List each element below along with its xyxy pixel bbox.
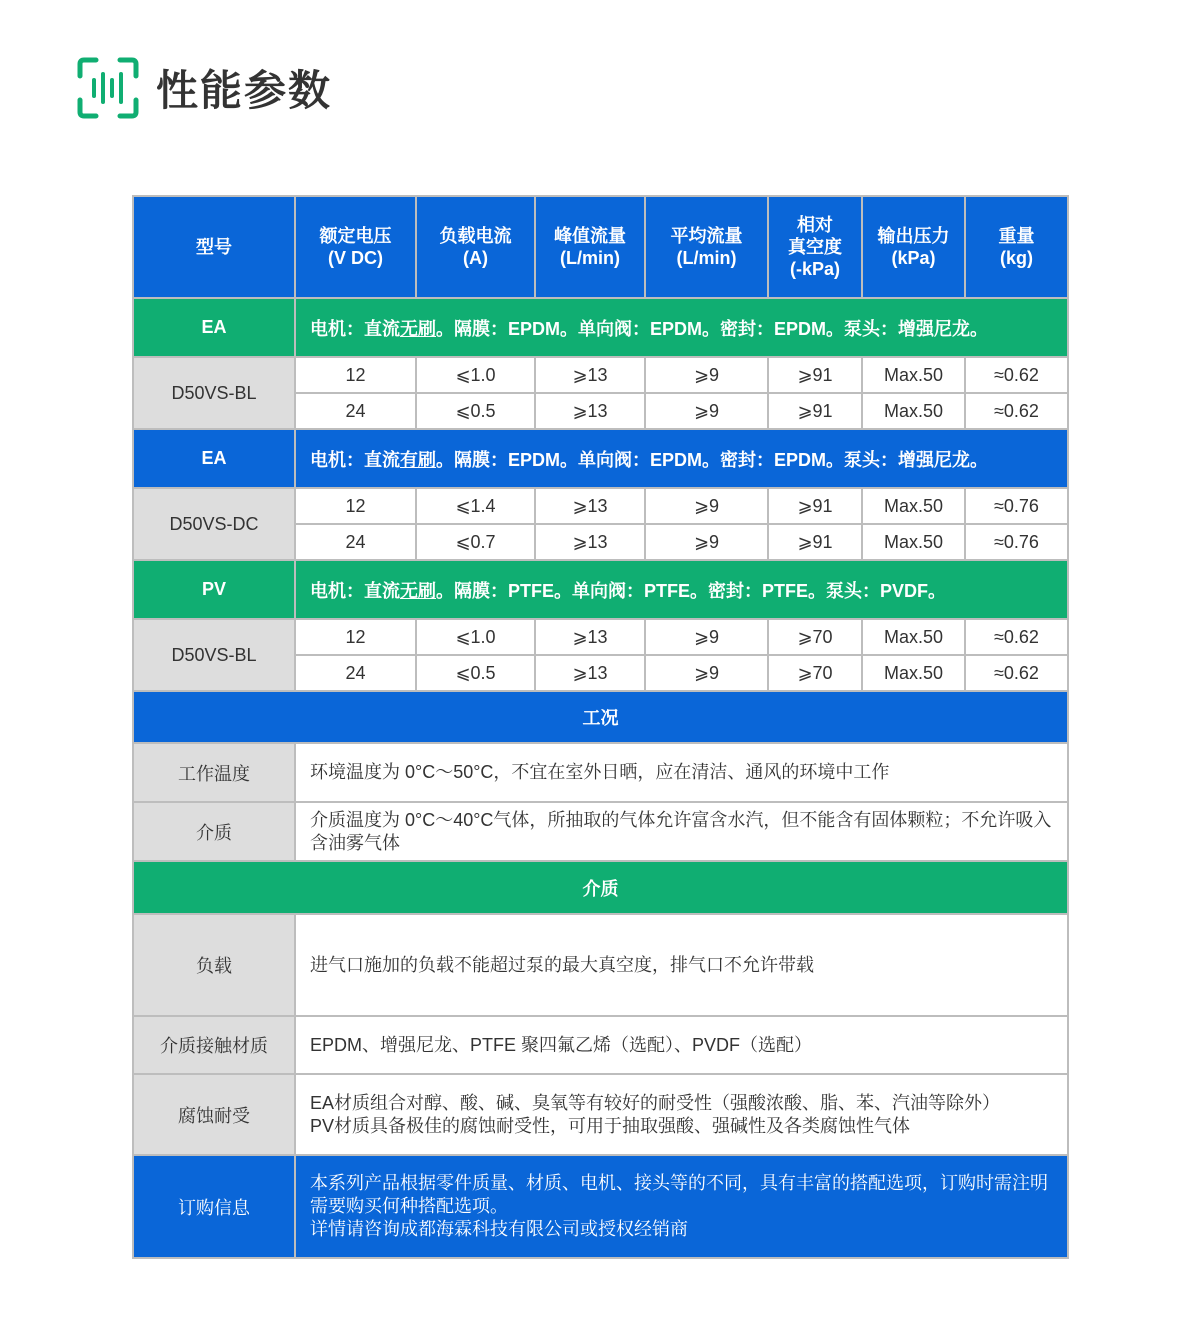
- cell-weight: ≈0.62: [965, 619, 1068, 655]
- cell-peak-flow: ⩾13: [535, 488, 645, 524]
- cell-avg-flow: ⩾9: [645, 524, 768, 560]
- cell-peak-flow: ⩾13: [535, 655, 645, 691]
- order-label: 订购信息: [133, 1155, 295, 1258]
- cell-voltage: 12: [295, 488, 416, 524]
- corrosion-label: 腐蚀耐受: [133, 1074, 295, 1155]
- load-value: 进气口施加的负载不能超过泵的最大真空度，排气口不允许带载: [295, 914, 1068, 1016]
- col-header-vacuum: 相对 真空度 (-kPa): [768, 196, 862, 298]
- cell-avg-flow: ⩾9: [645, 488, 768, 524]
- cell-peak-flow: ⩾13: [535, 393, 645, 429]
- group-desc: 电机：直流无刷。隔膜：EPDM。单向阀：EPDM。密封：EPDM。泵头：增强尼龙。: [295, 298, 1068, 357]
- medium-row: [133, 1016, 1068, 1074]
- cell-pressure: Max.50: [862, 393, 965, 429]
- cell-voltage: 12: [295, 619, 416, 655]
- cell-pressure: Max.50: [862, 524, 965, 560]
- cell-vacuum: ⩾91: [768, 488, 862, 524]
- order-row: [133, 1155, 1068, 1258]
- cell-weight: ≈0.76: [965, 524, 1068, 560]
- table-row: [133, 488, 1068, 524]
- cell-current: ⩽1.0: [416, 357, 535, 393]
- group-row: [133, 429, 1068, 488]
- cell-current: ⩽0.5: [416, 393, 535, 429]
- col-header-model: 型号: [133, 196, 295, 298]
- group-desc: 电机：直流无刷。隔膜：PTFE。单向阀：PTFE。密封：PTFE。泵头：PVDF。: [295, 560, 1068, 619]
- cell-avg-flow: ⩾9: [645, 619, 768, 655]
- medium-label: 介质: [133, 802, 295, 861]
- order-line-2: 详情请咨询成都海霖科技有限公司或授权经销商: [310, 1219, 688, 1239]
- cell-current: ⩽0.5: [416, 655, 535, 691]
- medium-value: 介质温度为 0°C～40°C气体，所抽取的气体允许富含水汽，但不能含有固体颗粒；不允许吸入含油雾气体: [295, 802, 1068, 861]
- col-header-pressure: 输出压力 (kPa): [862, 196, 965, 298]
- corrosion-value: [295, 1074, 1068, 1155]
- work-temp-value: 环境温度为 0°C～50°C，不宜在室外日晒，应在清洁、通风的环境中工作: [295, 743, 1068, 802]
- group-row: [133, 560, 1068, 619]
- cell-peak-flow: ⩾13: [535, 619, 645, 655]
- cell-voltage: 24: [295, 655, 416, 691]
- cell-pressure: Max.50: [862, 619, 965, 655]
- cell-pressure: Max.50: [862, 655, 965, 691]
- cell-avg-flow: ⩾9: [645, 655, 768, 691]
- cell-avg-flow: ⩾9: [645, 393, 768, 429]
- contact-material-value: EPDM、增强尼龙、PTFE 聚四氟乙烯（选配）、PVDF（选配）: [295, 1016, 1068, 1074]
- page-header: [76, 56, 332, 120]
- cell-vacuum: ⩾70: [768, 655, 862, 691]
- cell-current: ⩽1.0: [416, 619, 535, 655]
- col-header-avg-flow: 平均流量 (L/min): [645, 196, 768, 298]
- group-code: PV: [133, 560, 295, 619]
- spec-table: [132, 195, 1069, 1259]
- col-header-weight: 重量 (kg): [965, 196, 1068, 298]
- cell-weight: ≈0.62: [965, 655, 1068, 691]
- cell-pressure: Max.50: [862, 488, 965, 524]
- group-desc: 电机：直流有刷。隔膜：EPDM。单向阀：EPDM。密封：EPDM。泵头：增强尼龙。: [295, 429, 1068, 488]
- corrosion-line-1: EA材质组合对醇、酸、碱、臭氧等有较好的耐受性（强酸浓酸、脂、苯、汽油等除外）: [310, 1092, 1001, 1113]
- cell-current: ⩽0.7: [416, 524, 535, 560]
- cell-voltage: 12: [295, 357, 416, 393]
- cell-current: ⩽1.4: [416, 488, 535, 524]
- condition-row: [133, 802, 1068, 861]
- cell-pressure: Max.50: [862, 357, 965, 393]
- col-header-peak-flow: 峰值流量 (L/min): [535, 196, 645, 298]
- table-row: [133, 357, 1068, 393]
- page-title: 性能参数: [156, 67, 333, 114]
- cell-weight: ≈0.62: [965, 393, 1068, 429]
- barcode-scan-icon: [76, 56, 140, 120]
- work-temp-label: 工作温度: [133, 743, 295, 802]
- corrosion-line-2: PV材质具备极佳的腐蚀耐受性，可用于抽取强酸、强碱性及各类腐蚀性气体: [310, 1115, 911, 1136]
- cell-vacuum: ⩾70: [768, 619, 862, 655]
- cell-vacuum: ⩾91: [768, 524, 862, 560]
- section-header-conditions: 工况: [133, 691, 1068, 743]
- section-header-medium: 介质: [133, 861, 1068, 914]
- cell-weight: ≈0.62: [965, 357, 1068, 393]
- col-header-current: 负载电流 (A): [416, 196, 535, 298]
- group-code: EA: [133, 429, 295, 488]
- col-header-voltage: 额定电压 (V DC): [295, 196, 416, 298]
- table-row: [133, 619, 1068, 655]
- load-label: 负载: [133, 914, 295, 1016]
- cell-voltage: 24: [295, 524, 416, 560]
- cell-peak-flow: ⩾13: [535, 524, 645, 560]
- model-cell: D50VS-BL: [133, 357, 295, 429]
- order-line-1: 本系列产品根据零件质量、材质、电机、接头等的不同，具有丰富的搭配选项，订购时需注明需要购买何种搭配选项。: [310, 1173, 1048, 1216]
- cell-weight: ≈0.76: [965, 488, 1068, 524]
- table-header-row: [133, 196, 1068, 298]
- cell-vacuum: ⩾91: [768, 393, 862, 429]
- cell-voltage: 24: [295, 393, 416, 429]
- order-value: [295, 1155, 1068, 1258]
- cell-avg-flow: ⩾9: [645, 357, 768, 393]
- model-cell: D50VS-DC: [133, 488, 295, 560]
- condition-row: [133, 743, 1068, 802]
- medium-row: [133, 914, 1068, 1016]
- contact-material-label: 介质接触材质: [133, 1016, 295, 1074]
- group-row: [133, 298, 1068, 357]
- medium-row: [133, 1074, 1068, 1155]
- cell-vacuum: ⩾91: [768, 357, 862, 393]
- model-cell: D50VS-BL: [133, 619, 295, 691]
- cell-peak-flow: ⩾13: [535, 357, 645, 393]
- group-code: EA: [133, 298, 295, 357]
